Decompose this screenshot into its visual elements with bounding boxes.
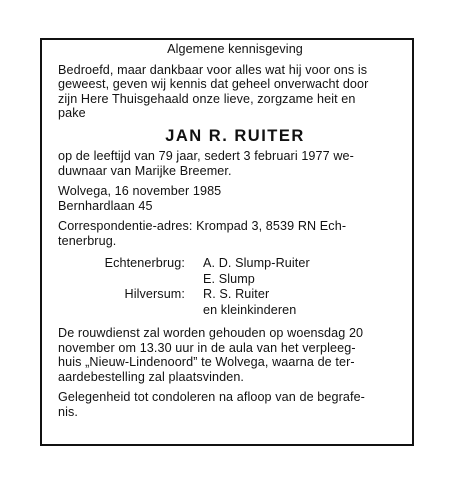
family-list [83, 256, 412, 317]
family-place [83, 303, 203, 318]
family-place: Hilversum: [124, 287, 185, 301]
family-place: Echtenerbrug: [104, 256, 185, 270]
correspondence-line: Correspondentie-adres: Krompad 3, 8539 RN Ech- [58, 219, 347, 233]
family-member: E. Slump [203, 271, 255, 286]
service-line: huis „Nieuw-Lindenoord” te Wolvega, waarna de ter- [58, 355, 355, 369]
service-line: november om 13.30 uur in de aula van het verpleeg- [58, 340, 356, 355]
age-line: duwnaar van Marijke Breemer. [58, 163, 232, 178]
notice-heading: Algemene kennisgeving [167, 42, 303, 56]
death-notice [58, 42, 412, 419]
intro-line: pake [58, 106, 86, 120]
service-line: aardebestelling zal plaatsvinden. [58, 369, 245, 384]
condolence-line: Gelegenheid tot condoleren na afloop van de begrafe- [58, 390, 365, 404]
family-member: A. D. Slump-Ruiter [203, 256, 310, 270]
family-member: R. S. Ruiter [203, 287, 270, 301]
service-line: De rouwdienst zal worden gehouden op woensdag 20 [58, 326, 364, 340]
intro-line: zijn Here Thuisgehaald onze lieve, zorgzame heit en [58, 91, 356, 106]
intro-line: Bedroefd, maar dankbaar voor alles wat hij voor ons is [58, 62, 368, 77]
intro-line: geweest, geven wij kennis dat geheel onverwacht door [58, 77, 369, 91]
correspondence-line: tenerbrug. [58, 233, 117, 248]
family-member: en kleinkinderen [203, 302, 297, 317]
family-place [83, 272, 203, 287]
condolence-line: nis. [58, 404, 78, 419]
age-line: op de leeftijd van 79 jaar, sedert 3 februari 1977 we- [58, 149, 354, 163]
deceased-name: JAN R. RUITER [165, 126, 305, 145]
street-address: Bernhardlaan 45 [58, 198, 153, 213]
place-date: Wolvega, 16 november 1985 [58, 184, 222, 198]
